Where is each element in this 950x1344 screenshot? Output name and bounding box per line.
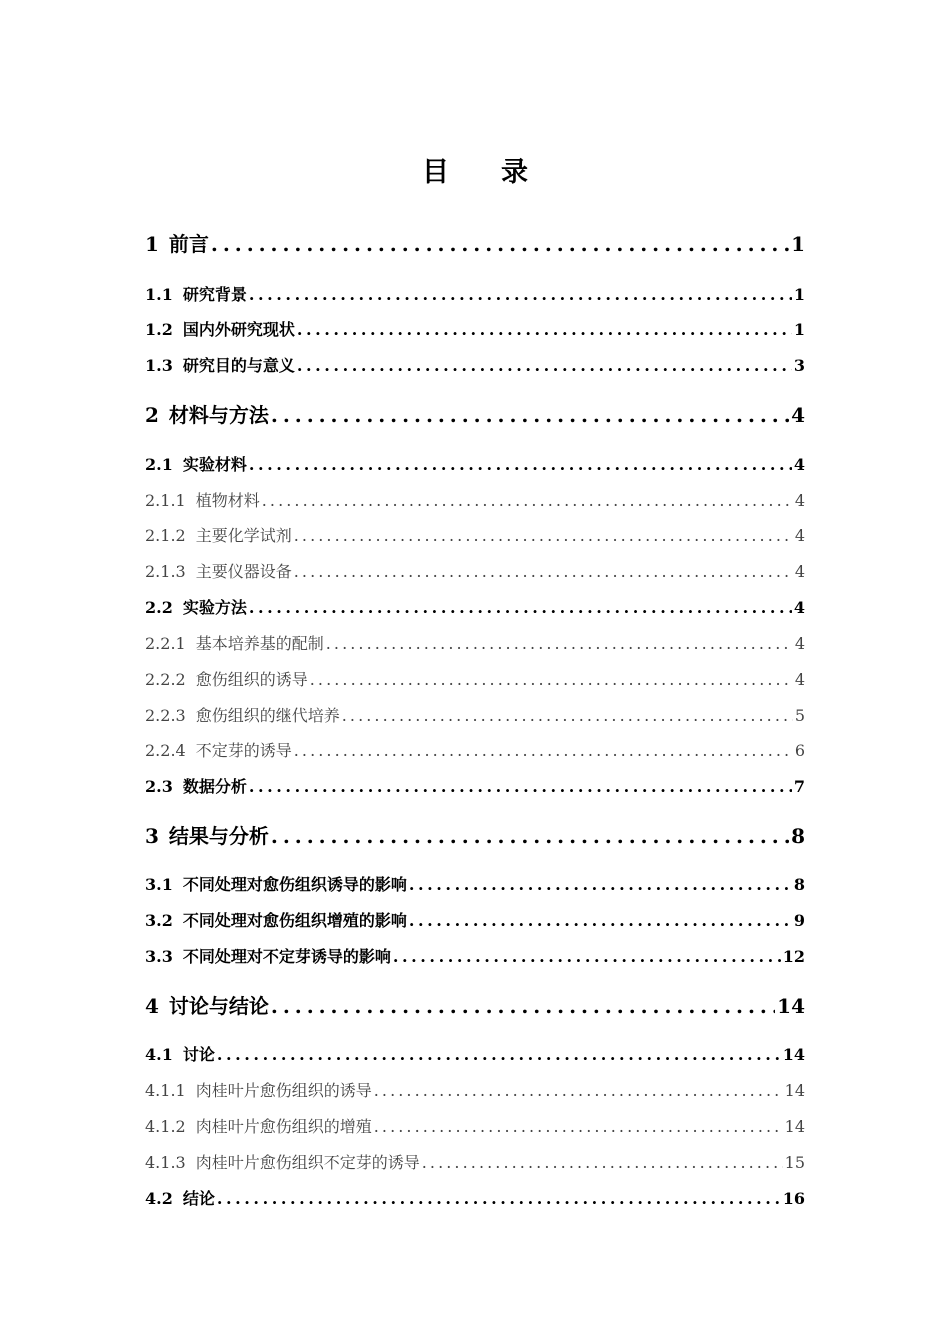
- toc-entry[interactable]: [145, 399, 805, 428]
- toc-entry[interactable]: [145, 820, 805, 849]
- toc-entry-label: 结果与分析: [168, 824, 269, 848]
- toc-entry-label: 不同处理对愈伤组织增殖的影响: [182, 911, 407, 930]
- toc-entry[interactable]: [145, 703, 805, 726]
- toc-leader-dots: [294, 741, 793, 760]
- toc-entry-number: 2.2: [145, 598, 173, 617]
- toc-entry-page-number: 4: [794, 491, 805, 510]
- toc-entry[interactable]: [145, 872, 805, 895]
- toc-leader-dots: [249, 777, 792, 796]
- toc-entry-page-number: 16: [782, 1189, 805, 1208]
- toc-entry-page-number: 3: [793, 356, 805, 375]
- toc-entry-number: 1: [145, 232, 159, 256]
- toc-leader-dots: [271, 994, 775, 1018]
- toc-leader-dots: [297, 320, 792, 339]
- toc-entry-page-number: 4: [793, 598, 805, 617]
- toc-entry-number: 2.1.2: [145, 526, 186, 545]
- toc-entry-number: 4.1.2: [145, 1117, 186, 1136]
- toc-leader-dots: [342, 706, 793, 725]
- toc-entry-number: 4.1.3: [145, 1153, 186, 1172]
- toc-entry[interactable]: [145, 452, 805, 475]
- toc-entry-number: 2.1: [145, 455, 173, 474]
- toc-leader-dots: [393, 947, 781, 966]
- toc-leader-dots: [326, 634, 793, 653]
- toc-entry[interactable]: [145, 595, 805, 618]
- toc-entry-number: 3.3: [145, 947, 173, 966]
- toc-entry-page-number: 8: [793, 875, 805, 894]
- toc-entry-page-number: 14: [782, 1045, 805, 1064]
- toc-entry-page-number: 8: [791, 824, 805, 848]
- toc-entry-label: 主要仪器设备: [195, 562, 292, 581]
- toc-entry[interactable]: [145, 944, 805, 967]
- toc-entry-label: 结论: [182, 1189, 215, 1208]
- toc-entry-number: 2.2.4: [145, 741, 186, 760]
- toc-entry-page-number: 9: [793, 911, 805, 930]
- toc-entry[interactable]: [145, 1042, 805, 1065]
- toc-entry-label: 愈伤组织的继代培养: [195, 706, 340, 725]
- toc-entry[interactable]: [145, 317, 805, 340]
- toc-entry[interactable]: [145, 228, 805, 257]
- toc-entry-page-number: 4: [794, 634, 805, 653]
- toc-entry[interactable]: [145, 1186, 805, 1209]
- toc-entry-label: 肉桂叶片愈伤组织的增殖: [195, 1117, 372, 1136]
- toc-entry[interactable]: [145, 774, 805, 797]
- toc-leader-dots: [294, 526, 793, 545]
- toc-entry-page-number: 14: [777, 994, 805, 1018]
- toc-entry-page-number: 5: [794, 706, 805, 725]
- toc-entry[interactable]: [145, 1114, 805, 1137]
- toc-entry-number: 4.1.1: [145, 1081, 186, 1100]
- toc-leader-dots: [249, 598, 792, 617]
- toc-entry-label: 愈伤组织的诱导: [195, 670, 308, 689]
- toc-entry-label: 实验方法: [182, 598, 247, 617]
- toc-entry-page-number: 4: [791, 403, 805, 427]
- toc-leader-dots: [211, 232, 789, 256]
- toc-entry-number: 1.1: [145, 285, 173, 304]
- toc-leader-dots: [409, 875, 792, 894]
- toc-entry-label: 前言: [168, 232, 209, 256]
- toc-entry-page-number: 1: [791, 232, 805, 256]
- toc-entry[interactable]: [145, 559, 805, 582]
- toc-entry-label: 研究目的与意义: [182, 356, 295, 375]
- toc-entry-number: 3: [145, 824, 159, 848]
- toc-leader-dots: [249, 285, 792, 304]
- toc-entry[interactable]: [145, 1078, 805, 1101]
- toc-entry-page-number: 12: [782, 947, 805, 966]
- toc-entry-number: 3.2: [145, 911, 173, 930]
- toc-entry-number: 1.2: [145, 320, 173, 339]
- toc-entry-page-number: 6: [794, 741, 805, 760]
- toc-leader-dots: [422, 1153, 783, 1172]
- toc-entry-number: 2.2.1: [145, 634, 186, 653]
- toc-entry-label: 不定芽的诱导: [195, 741, 292, 760]
- toc-entry[interactable]: [145, 282, 805, 305]
- toc-entry-label: 肉桂叶片愈伤组织的诱导: [195, 1081, 372, 1100]
- toc-entry[interactable]: [145, 631, 805, 654]
- toc-entry[interactable]: [145, 908, 805, 931]
- toc-entry-label: 不同处理对愈伤组织诱导的影响: [182, 875, 407, 894]
- toc-entry-number: 4.2: [145, 1189, 173, 1208]
- toc-entry-number: 2.2.3: [145, 706, 186, 725]
- toc-entry-page-number: 15: [784, 1153, 805, 1172]
- toc-entry-label: 主要化学试剂: [195, 526, 292, 545]
- toc-entry-label: 研究背景: [182, 285, 247, 304]
- toc-entry-page-number: 1: [793, 320, 805, 339]
- toc-entry-page-number: 14: [784, 1081, 805, 1100]
- toc-entry-page-number: 4: [794, 562, 805, 581]
- toc-entry-page-number: 1: [793, 285, 805, 304]
- toc-entry-label: 肉桂叶片愈伤组织不定芽的诱导: [195, 1153, 420, 1172]
- toc-leader-dots: [271, 824, 789, 848]
- toc-leader-dots: [297, 356, 792, 375]
- toc-entry-page-number: 7: [793, 777, 805, 796]
- toc-entry-label: 材料与方法: [168, 403, 269, 427]
- toc-entry-label: 不同处理对不定芽诱导的影响: [182, 947, 391, 966]
- toc-entry-number: 2.2.2: [145, 670, 186, 689]
- toc-entry-label: 国内外研究现状: [182, 320, 295, 339]
- toc-entry-number: 3.1: [145, 875, 173, 894]
- toc-entry[interactable]: [145, 523, 805, 546]
- toc-entry-number: 2.1.3: [145, 562, 186, 581]
- toc-entry-label: 讨论: [182, 1045, 215, 1064]
- toc-entry-number: 4: [145, 994, 159, 1018]
- toc-entry-label: 数据分析: [182, 777, 247, 796]
- toc-leader-dots: [409, 911, 792, 930]
- toc-entry-number: 1.3: [145, 356, 173, 375]
- toc-title-char-1: 目: [422, 157, 449, 188]
- toc-leader-dots: [374, 1117, 783, 1136]
- toc-leader-dots: [262, 491, 793, 510]
- toc-entry[interactable]: [145, 488, 805, 511]
- toc-entry-label: 实验材料: [182, 455, 247, 474]
- toc-entry-label: 植物材料: [195, 491, 260, 510]
- toc-entry-number: 2.3: [145, 777, 173, 796]
- toc-entry[interactable]: [145, 738, 805, 761]
- toc-entry[interactable]: [145, 1150, 805, 1173]
- toc-entry-label: 基本培养基的配制: [195, 634, 324, 653]
- toc-entry-page-number: 4: [794, 670, 805, 689]
- toc-leader-dots: [217, 1189, 781, 1208]
- toc-entry-label: 讨论与结论: [168, 994, 269, 1018]
- toc-entry-number: 4.1: [145, 1045, 173, 1064]
- toc-leader-dots: [271, 403, 789, 427]
- toc-entry-page-number: 4: [794, 526, 805, 545]
- toc-title: [0, 150, 950, 189]
- toc-entry-page-number: 4: [793, 455, 805, 474]
- toc-leader-dots: [374, 1081, 783, 1100]
- toc-entry[interactable]: [145, 353, 805, 376]
- toc-entry-page-number: 14: [784, 1117, 805, 1136]
- toc-entry-number: 2.1.1: [145, 491, 186, 510]
- toc-entry[interactable]: [145, 990, 805, 1019]
- toc-leader-dots: [294, 562, 793, 581]
- toc-leader-dots: [249, 455, 792, 474]
- toc-entry-number: 2: [145, 403, 159, 427]
- toc-leader-dots: [310, 670, 793, 689]
- toc-entry[interactable]: [145, 667, 805, 690]
- toc-leader-dots: [217, 1045, 781, 1064]
- toc-title-char-2: 录: [501, 157, 528, 188]
